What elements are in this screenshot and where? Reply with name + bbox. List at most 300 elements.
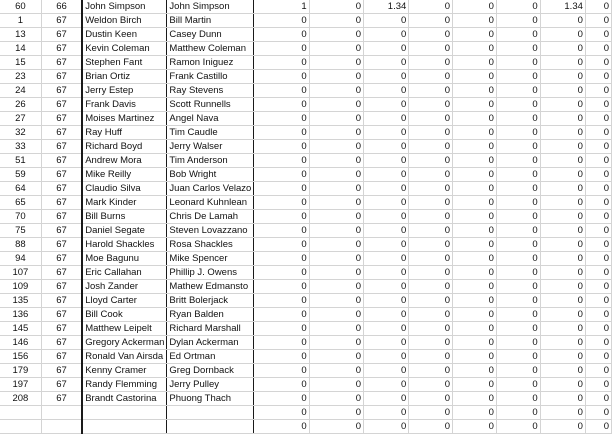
- cell-value[interactable]: 0: [585, 280, 611, 294]
- cell-value[interactable]: 0: [309, 392, 363, 406]
- cell-id[interactable]: 197: [0, 378, 41, 392]
- cell-value[interactable]: 0: [453, 322, 497, 336]
- cell-value[interactable]: 0: [309, 224, 363, 238]
- cell-value[interactable]: 0: [254, 336, 309, 350]
- cell-number[interactable]: 67: [41, 336, 82, 350]
- cell-player-2[interactable]: Matthew Coleman: [167, 42, 254, 56]
- cell-value[interactable]: 0: [309, 196, 363, 210]
- cell-value[interactable]: 0: [453, 0, 497, 14]
- cell-id[interactable]: 94: [0, 252, 41, 266]
- cell-id[interactable]: 24: [0, 84, 41, 98]
- cell-player-1[interactable]: Dustin Keen: [82, 28, 167, 42]
- cell-value[interactable]: 0: [496, 322, 540, 336]
- cell-value[interactable]: 0: [309, 84, 363, 98]
- cell-value[interactable]: 0: [254, 392, 309, 406]
- cell-player-2[interactable]: Chris De Lamah: [167, 210, 254, 224]
- cell-value[interactable]: 0: [496, 112, 540, 126]
- cell-value[interactable]: 0: [409, 126, 453, 140]
- cell-value[interactable]: 0: [453, 364, 497, 378]
- cell-player-1[interactable]: Harold Shackles: [82, 238, 167, 252]
- cell-value[interactable]: 0: [540, 280, 585, 294]
- cell-value[interactable]: 0: [254, 378, 309, 392]
- cell-value[interactable]: 0: [453, 378, 497, 392]
- cell-player-2[interactable]: [167, 406, 254, 420]
- cell-value[interactable]: 0: [585, 112, 611, 126]
- cell-id[interactable]: 15: [0, 56, 41, 70]
- cell-value[interactable]: 0: [309, 182, 363, 196]
- cell-value[interactable]: 0: [540, 364, 585, 378]
- cell-value[interactable]: 0: [540, 84, 585, 98]
- cell-value[interactable]: 0: [496, 280, 540, 294]
- cell-value[interactable]: 0: [496, 14, 540, 28]
- cell-id[interactable]: 64: [0, 182, 41, 196]
- cell-number[interactable]: 67: [41, 210, 82, 224]
- cell-value[interactable]: 0: [364, 56, 409, 70]
- cell-value[interactable]: 0: [453, 224, 497, 238]
- cell-player-1[interactable]: Stephen Fant: [82, 56, 167, 70]
- cell-player-1[interactable]: Brandt Castorina: [82, 392, 167, 406]
- cell-value[interactable]: 0: [309, 56, 363, 70]
- cell-value[interactable]: 0: [409, 406, 453, 420]
- cell-number[interactable]: 67: [41, 126, 82, 140]
- cell-value[interactable]: 0: [496, 84, 540, 98]
- cell-number[interactable]: 67: [41, 98, 82, 112]
- cell-number[interactable]: 67: [41, 56, 82, 70]
- cell-value[interactable]: 0: [309, 378, 363, 392]
- cell-value[interactable]: 0: [309, 266, 363, 280]
- cell-player-1[interactable]: Randy Flemming: [82, 378, 167, 392]
- cell-number[interactable]: 67: [41, 392, 82, 406]
- cell-value[interactable]: 0: [409, 196, 453, 210]
- cell-player-1[interactable]: Ray Huff: [82, 126, 167, 140]
- cell-id[interactable]: 135: [0, 294, 41, 308]
- cell-value[interactable]: 0: [254, 280, 309, 294]
- cell-id[interactable]: 14: [0, 42, 41, 56]
- cell-player-1[interactable]: Matthew Leipelt: [82, 322, 167, 336]
- cell-value[interactable]: 0: [585, 154, 611, 168]
- cell-number[interactable]: 67: [41, 322, 82, 336]
- cell-value[interactable]: 0: [496, 154, 540, 168]
- cell-number[interactable]: 67: [41, 140, 82, 154]
- cell-value[interactable]: 0: [309, 238, 363, 252]
- cell-player-1[interactable]: Ronald Van Airsda: [82, 350, 167, 364]
- cell-value[interactable]: 0: [453, 238, 497, 252]
- cell-value[interactable]: 1.34: [364, 0, 409, 14]
- cell-value[interactable]: 0: [585, 392, 611, 406]
- cell-value[interactable]: 0: [254, 252, 309, 266]
- cell-number[interactable]: 67: [41, 280, 82, 294]
- cell-id[interactable]: [0, 420, 41, 434]
- cell-value[interactable]: 0: [585, 28, 611, 42]
- cell-value[interactable]: 0: [496, 28, 540, 42]
- cell-value[interactable]: 0: [540, 378, 585, 392]
- cell-player-1[interactable]: Andrew Mora: [82, 154, 167, 168]
- cell-player-1[interactable]: Claudio Silva: [82, 182, 167, 196]
- cell-id[interactable]: 23: [0, 70, 41, 84]
- cell-value[interactable]: 0: [540, 196, 585, 210]
- cell-value[interactable]: 0: [254, 84, 309, 98]
- cell-player-1[interactable]: Mike Reilly: [82, 168, 167, 182]
- cell-value[interactable]: 0: [364, 224, 409, 238]
- cell-value[interactable]: 0: [309, 336, 363, 350]
- cell-id[interactable]: 13: [0, 28, 41, 42]
- cell-value[interactable]: 0: [409, 224, 453, 238]
- cell-number[interactable]: [41, 420, 82, 434]
- cell-value[interactable]: 0: [453, 308, 497, 322]
- cell-value[interactable]: 0: [254, 28, 309, 42]
- cell-value[interactable]: 0: [540, 168, 585, 182]
- cell-value[interactable]: 0: [540, 266, 585, 280]
- cell-value[interactable]: 0: [364, 308, 409, 322]
- cell-value[interactable]: 0: [585, 336, 611, 350]
- cell-value[interactable]: 0: [364, 364, 409, 378]
- cell-player-1[interactable]: Josh Zander: [82, 280, 167, 294]
- cell-value[interactable]: 0: [409, 210, 453, 224]
- cell-id[interactable]: 75: [0, 224, 41, 238]
- cell-number[interactable]: 67: [41, 238, 82, 252]
- cell-player-2[interactable]: [167, 420, 254, 434]
- cell-id[interactable]: 146: [0, 336, 41, 350]
- cell-value[interactable]: 0: [364, 420, 409, 434]
- cell-value[interactable]: 0: [540, 210, 585, 224]
- cell-value[interactable]: 0: [585, 98, 611, 112]
- cell-value[interactable]: 0: [585, 140, 611, 154]
- cell-value[interactable]: 0: [496, 98, 540, 112]
- cell-value[interactable]: 0: [409, 280, 453, 294]
- cell-player-2[interactable]: Angel Nava: [167, 112, 254, 126]
- cell-value[interactable]: 0: [254, 238, 309, 252]
- cell-value[interactable]: 0: [409, 350, 453, 364]
- cell-player-2[interactable]: Britt Bolerjack: [167, 294, 254, 308]
- cell-player-2[interactable]: Phillip J. Owens: [167, 266, 254, 280]
- cell-player-2[interactable]: Juan Carlos Velazo: [167, 182, 254, 196]
- cell-value[interactable]: 0: [364, 140, 409, 154]
- cell-player-2[interactable]: Scott Runnells: [167, 98, 254, 112]
- cell-value[interactable]: 0: [309, 140, 363, 154]
- cell-value[interactable]: 0: [254, 406, 309, 420]
- cell-id[interactable]: 1: [0, 14, 41, 28]
- cell-value[interactable]: 0: [409, 266, 453, 280]
- cell-value[interactable]: 0: [496, 392, 540, 406]
- cell-value[interactable]: 0: [309, 0, 363, 14]
- cell-player-2[interactable]: John Simpson: [167, 0, 254, 14]
- cell-id[interactable]: 70: [0, 210, 41, 224]
- cell-player-1[interactable]: John Simpson: [82, 0, 167, 14]
- cell-player-1[interactable]: Richard Boyd: [82, 140, 167, 154]
- cell-id[interactable]: 136: [0, 308, 41, 322]
- cell-value[interactable]: 0: [540, 252, 585, 266]
- cell-player-2[interactable]: Rosa Shackles: [167, 238, 254, 252]
- cell-value[interactable]: 0: [364, 154, 409, 168]
- cell-value[interactable]: 0: [496, 336, 540, 350]
- cell-value[interactable]: 0: [496, 70, 540, 84]
- cell-value[interactable]: 0: [309, 70, 363, 84]
- cell-value[interactable]: 0: [364, 336, 409, 350]
- cell-player-1[interactable]: Jerry Estep: [82, 84, 167, 98]
- cell-value[interactable]: 0: [364, 280, 409, 294]
- cell-value[interactable]: 0: [453, 392, 497, 406]
- cell-value[interactable]: 0: [585, 266, 611, 280]
- cell-value[interactable]: 0: [540, 182, 585, 196]
- cell-value[interactable]: 0: [540, 126, 585, 140]
- cell-value[interactable]: 0: [585, 70, 611, 84]
- cell-number[interactable]: 67: [41, 308, 82, 322]
- cell-value[interactable]: 0: [585, 56, 611, 70]
- cell-value[interactable]: 0: [540, 56, 585, 70]
- cell-player-1[interactable]: Bill Cook: [82, 308, 167, 322]
- cell-player-2[interactable]: Mike Spencer: [167, 252, 254, 266]
- cell-value[interactable]: 0: [496, 420, 540, 434]
- cell-player-2[interactable]: Casey Dunn: [167, 28, 254, 42]
- cell-player-1[interactable]: Gregory Ackerman: [82, 336, 167, 350]
- cell-player-2[interactable]: Richard Marshall: [167, 322, 254, 336]
- cell-value[interactable]: 0: [309, 280, 363, 294]
- cell-value[interactable]: 0: [540, 98, 585, 112]
- cell-value[interactable]: 0: [540, 42, 585, 56]
- cell-value[interactable]: 0: [453, 140, 497, 154]
- cell-value[interactable]: 0: [254, 196, 309, 210]
- cell-value[interactable]: 0: [496, 308, 540, 322]
- cell-value[interactable]: 0: [453, 252, 497, 266]
- cell-number[interactable]: 67: [41, 154, 82, 168]
- cell-value[interactable]: 0: [453, 14, 497, 28]
- cell-value[interactable]: 0: [409, 336, 453, 350]
- cell-value[interactable]: 0: [496, 224, 540, 238]
- cell-value[interactable]: 0: [409, 392, 453, 406]
- cell-player-2[interactable]: Mathew Edmansto: [167, 280, 254, 294]
- cell-value[interactable]: 0: [453, 420, 497, 434]
- cell-value[interactable]: 0: [585, 84, 611, 98]
- cell-value[interactable]: 0: [409, 252, 453, 266]
- cell-value[interactable]: 0: [364, 126, 409, 140]
- cell-value[interactable]: 0: [254, 168, 309, 182]
- cell-player-1[interactable]: Kenny Cramer: [82, 364, 167, 378]
- cell-value[interactable]: 0: [453, 154, 497, 168]
- cell-value[interactable]: 0: [254, 42, 309, 56]
- cell-player-2[interactable]: Greg Dornback: [167, 364, 254, 378]
- cell-player-2[interactable]: Phuong Thach: [167, 392, 254, 406]
- cell-value[interactable]: 0: [585, 294, 611, 308]
- cell-player-2[interactable]: Ed Ortman: [167, 350, 254, 364]
- cell-value[interactable]: 0: [364, 196, 409, 210]
- cell-value[interactable]: 0: [309, 14, 363, 28]
- cell-number[interactable]: 67: [41, 364, 82, 378]
- cell-player-1[interactable]: Kevin Coleman: [82, 42, 167, 56]
- cell-value[interactable]: 0: [585, 378, 611, 392]
- cell-player-1[interactable]: Bill Burns: [82, 210, 167, 224]
- cell-value[interactable]: 0: [409, 420, 453, 434]
- cell-value[interactable]: 0: [409, 112, 453, 126]
- cell-value[interactable]: 0: [364, 252, 409, 266]
- cell-number[interactable]: 67: [41, 350, 82, 364]
- cell-number[interactable]: 67: [41, 84, 82, 98]
- cell-player-1[interactable]: Moe Bagunu: [82, 252, 167, 266]
- cell-id[interactable]: [0, 406, 41, 420]
- cell-player-2[interactable]: Tim Anderson: [167, 154, 254, 168]
- cell-player-1[interactable]: Frank Davis: [82, 98, 167, 112]
- cell-value[interactable]: 0: [254, 294, 309, 308]
- cell-number[interactable]: 67: [41, 70, 82, 84]
- cell-value[interactable]: 0: [585, 224, 611, 238]
- cell-value[interactable]: 0: [254, 322, 309, 336]
- cell-value[interactable]: 0: [364, 294, 409, 308]
- cell-value[interactable]: 0: [409, 0, 453, 14]
- cell-id[interactable]: 179: [0, 364, 41, 378]
- cell-value[interactable]: 0: [496, 350, 540, 364]
- cell-id[interactable]: 109: [0, 280, 41, 294]
- cell-player-1[interactable]: [82, 406, 167, 420]
- cell-player-2[interactable]: Ryan Balden: [167, 308, 254, 322]
- cell-value[interactable]: 0: [496, 252, 540, 266]
- cell-value[interactable]: 0: [585, 196, 611, 210]
- cell-value[interactable]: 0: [585, 252, 611, 266]
- cell-value[interactable]: 0: [585, 350, 611, 364]
- cell-value[interactable]: 0: [453, 126, 497, 140]
- cell-number[interactable]: 67: [41, 112, 82, 126]
- cell-value[interactable]: 0: [364, 406, 409, 420]
- cell-player-1[interactable]: Weldon Birch: [82, 14, 167, 28]
- cell-value[interactable]: 0: [309, 322, 363, 336]
- cell-value[interactable]: 0: [540, 406, 585, 420]
- cell-number[interactable]: 67: [41, 224, 82, 238]
- cell-id[interactable]: 33: [0, 140, 41, 154]
- cell-id[interactable]: 156: [0, 350, 41, 364]
- cell-value[interactable]: 0: [585, 420, 611, 434]
- cell-value[interactable]: 1: [254, 0, 309, 14]
- cell-value[interactable]: 0: [254, 182, 309, 196]
- cell-value[interactable]: 0: [409, 56, 453, 70]
- cell-value[interactable]: 0: [540, 224, 585, 238]
- cell-value[interactable]: 0: [540, 238, 585, 252]
- cell-value[interactable]: 0: [540, 308, 585, 322]
- cell-value[interactable]: 0: [453, 294, 497, 308]
- cell-player-1[interactable]: Mark Kinder: [82, 196, 167, 210]
- cell-value[interactable]: 0: [364, 168, 409, 182]
- cell-value[interactable]: 0: [309, 28, 363, 42]
- cell-value[interactable]: 0: [540, 392, 585, 406]
- cell-player-2[interactable]: Jerry Pulley: [167, 378, 254, 392]
- cell-value[interactable]: 0: [496, 182, 540, 196]
- cell-player-1[interactable]: Eric Callahan: [82, 266, 167, 280]
- cell-value[interactable]: 0: [254, 70, 309, 84]
- cell-value[interactable]: 0: [309, 350, 363, 364]
- cell-value[interactable]: 0: [309, 154, 363, 168]
- cell-value[interactable]: 0: [453, 280, 497, 294]
- cell-value[interactable]: 0: [453, 56, 497, 70]
- cell-value[interactable]: 0: [453, 168, 497, 182]
- cell-value[interactable]: 0: [496, 42, 540, 56]
- cell-value[interactable]: 0: [453, 28, 497, 42]
- cell-number[interactable]: 67: [41, 14, 82, 28]
- cell-value[interactable]: 0: [364, 42, 409, 56]
- cell-value[interactable]: 0: [540, 294, 585, 308]
- cell-value[interactable]: 0: [364, 182, 409, 196]
- cell-value[interactable]: 0: [496, 364, 540, 378]
- cell-value[interactable]: 0: [409, 42, 453, 56]
- cell-value[interactable]: 0: [453, 406, 497, 420]
- cell-player-2[interactable]: Dylan Ackerman: [167, 336, 254, 350]
- cell-value[interactable]: 0: [364, 210, 409, 224]
- cell-value[interactable]: 0: [540, 350, 585, 364]
- cell-value[interactable]: 0: [309, 308, 363, 322]
- cell-value[interactable]: 0: [364, 392, 409, 406]
- cell-value[interactable]: 0: [409, 168, 453, 182]
- cell-id[interactable]: 51: [0, 154, 41, 168]
- cell-value[interactable]: 0: [409, 238, 453, 252]
- cell-value[interactable]: 0: [409, 70, 453, 84]
- cell-number[interactable]: [41, 406, 82, 420]
- cell-player-1[interactable]: Daniel Segate: [82, 224, 167, 238]
- cell-number[interactable]: 67: [41, 266, 82, 280]
- cell-player-1[interactable]: Moises Martinez: [82, 112, 167, 126]
- cell-value[interactable]: 0: [540, 154, 585, 168]
- cell-id[interactable]: 26: [0, 98, 41, 112]
- cell-value[interactable]: 0: [409, 308, 453, 322]
- cell-value[interactable]: 0: [496, 196, 540, 210]
- cell-number[interactable]: 67: [41, 182, 82, 196]
- cell-value[interactable]: 0: [254, 126, 309, 140]
- cell-value[interactable]: 0: [254, 14, 309, 28]
- cell-player-1[interactable]: Lloyd Carter: [82, 294, 167, 308]
- cell-value[interactable]: 1.34: [540, 0, 585, 14]
- cell-value[interactable]: 0: [409, 182, 453, 196]
- cell-value[interactable]: 0: [453, 336, 497, 350]
- cell-value[interactable]: 0: [364, 14, 409, 28]
- cell-value[interactable]: 0: [409, 28, 453, 42]
- cell-value[interactable]: 0: [364, 70, 409, 84]
- cell-value[interactable]: 0: [453, 210, 497, 224]
- cell-number[interactable]: 67: [41, 168, 82, 182]
- cell-value[interactable]: 0: [364, 350, 409, 364]
- cell-value[interactable]: 0: [453, 182, 497, 196]
- cell-value[interactable]: 0: [364, 112, 409, 126]
- cell-value[interactable]: 0: [364, 266, 409, 280]
- cell-value[interactable]: 0: [309, 364, 363, 378]
- cell-value[interactable]: 0: [496, 140, 540, 154]
- cell-value[interactable]: 0: [409, 98, 453, 112]
- cell-value[interactable]: 0: [496, 0, 540, 14]
- cell-id[interactable]: 59: [0, 168, 41, 182]
- cell-value[interactable]: 0: [409, 84, 453, 98]
- cell-player-2[interactable]: Bill Martin: [167, 14, 254, 28]
- cell-number[interactable]: 67: [41, 42, 82, 56]
- cell-value[interactable]: 0: [409, 14, 453, 28]
- cell-player-2[interactable]: Frank Castillo: [167, 70, 254, 84]
- cell-id[interactable]: 60: [0, 0, 41, 14]
- cell-value[interactable]: 0: [364, 322, 409, 336]
- cell-value[interactable]: 0: [309, 126, 363, 140]
- cell-number[interactable]: 67: [41, 252, 82, 266]
- cell-value[interactable]: 0: [254, 140, 309, 154]
- cell-value[interactable]: 0: [496, 210, 540, 224]
- cell-id[interactable]: 107: [0, 266, 41, 280]
- cell-value[interactable]: 0: [254, 154, 309, 168]
- cell-player-2[interactable]: Leonard Kuhnlean: [167, 196, 254, 210]
- cell-value[interactable]: 0: [540, 14, 585, 28]
- cell-value[interactable]: 0: [409, 154, 453, 168]
- cell-player-2[interactable]: Tim Caudle: [167, 126, 254, 140]
- cell-id[interactable]: 88: [0, 238, 41, 252]
- cell-value[interactable]: 0: [585, 210, 611, 224]
- cell-value[interactable]: 0: [309, 210, 363, 224]
- cell-value[interactable]: 0: [540, 70, 585, 84]
- cell-value[interactable]: 0: [540, 140, 585, 154]
- cell-value[interactable]: 0: [585, 0, 611, 14]
- cell-player-2[interactable]: Jerry Walser: [167, 140, 254, 154]
- cell-value[interactable]: 0: [409, 378, 453, 392]
- cell-value[interactable]: 0: [496, 168, 540, 182]
- cell-value[interactable]: 0: [254, 98, 309, 112]
